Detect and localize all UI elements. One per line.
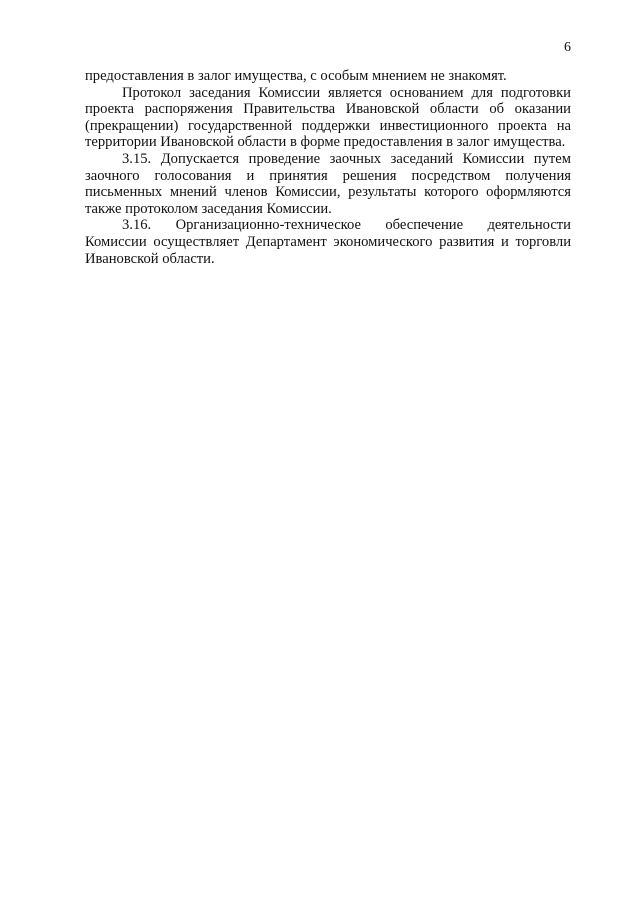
- paragraph-continuation: предоставления в залог имущества, с особым мнением не знакомят.: [85, 68, 507, 84]
- document-body: [85, 68, 571, 267]
- page-number: 6: [564, 40, 571, 55]
- paragraph-3-15: 3.15. Допускается проведение заочных заседаний Комиссии путем заочного голосования и принятия решения посредством получения письменных мнений членов Комиссии, результаты которого оформляются также протоколом заседания Комиссии.: [85, 150, 571, 217]
- paragraph-3-16: 3.16. Организационно-техническое обеспечение деятельности Комиссии осуществляет Департамент экономического развития и торговли Ивановской области.: [85, 217, 571, 267]
- paragraph-protocol: Протокол заседания Комиссии является основанием для подготовки проекта распоряжения Правительства Ивановской области об оказании (прекращении) государственной поддержки инвестиционного проекта на территории Ивановской области в форме предоставления в залог имущества.: [85, 84, 571, 151]
